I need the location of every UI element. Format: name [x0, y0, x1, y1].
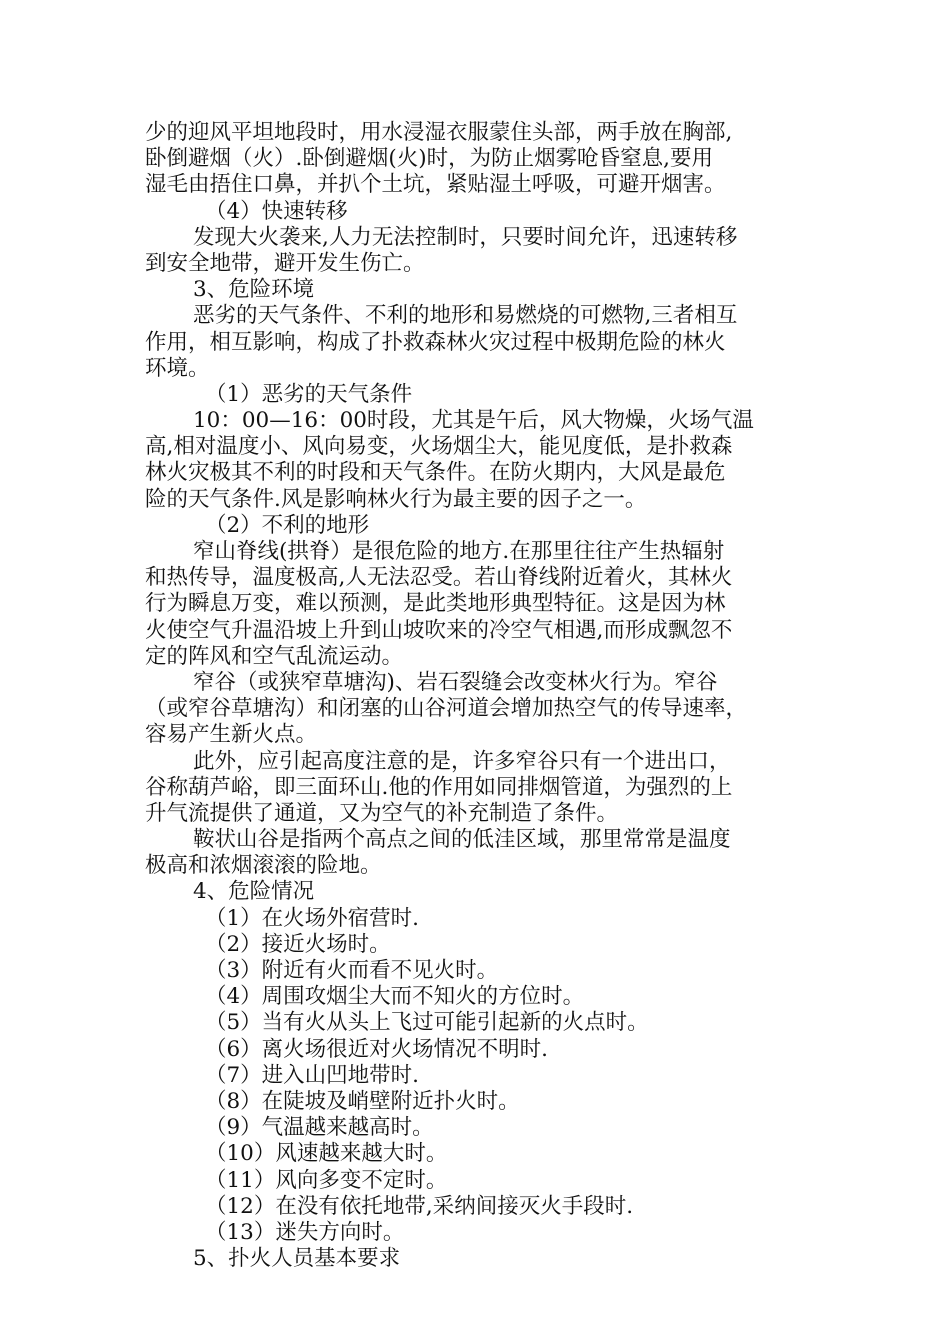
paragraph-line: 恶劣的天气条件、不利的地形和易燃烧的可燃物,三者相互 — [193, 303, 738, 329]
paragraph-line: 高,相对温度小、风向易变，火场烟尘大，能见度低，是扑救森 — [145, 434, 733, 460]
paragraph-line: 此外，应引起高度注意的是，许多窄谷只有一个进出口， — [193, 748, 731, 774]
paragraph-line: 险的天气条件.风是影响林火行为最主要的因子之一。 — [145, 486, 647, 512]
list-item: （13）迷失方向时。 — [205, 1219, 405, 1245]
paragraph-line: 容易产生新火点。 — [145, 722, 318, 748]
list-item: （6）离火场很近对火场情况不明时. — [205, 1036, 549, 1062]
paragraph-line: 鞍状山谷是指两个高点之间的低洼区域，那里常常是温度 — [193, 827, 731, 853]
section-heading: 5、扑火人员基本要求 — [193, 1246, 401, 1272]
paragraph-line: 升气流提供了通道，又为空气的补充制造了条件。 — [145, 800, 619, 826]
list-item: （9）气温越来越高时。 — [205, 1115, 434, 1141]
subheading-line: （4）快速转移 — [205, 198, 348, 224]
paragraph-line: 火使空气升温沿坡上升到山坡吹来的冷空气相遇,而形成飘忽不 — [145, 617, 733, 643]
paragraph-line: 和热传导，温度极高,人无法忍受。若山脊线附近着火，其林火 — [145, 565, 733, 591]
list-item: （1）在火场外宿营时. — [205, 905, 420, 931]
paragraph-line: 作用，相互影响，构成了扑救森林火灾过程中极期危险的林火 — [145, 329, 726, 355]
paragraph-line: 极高和浓烟滚滚的险地。 — [145, 853, 382, 879]
subheading-line: （2）不利的地形 — [205, 512, 370, 538]
list-item: （2）接近火场时。 — [205, 931, 391, 957]
paragraph-line: 发现大火袭来,人力无法控制时，只要时间允许，迅速转移 — [193, 224, 738, 250]
paragraph-line: 窄谷（或狭窄草塘沟)、岩石裂缝会改变林火行为。窄谷 — [193, 669, 718, 695]
section-heading: 4、危险情况 — [193, 879, 315, 905]
paragraph-line: 窄山脊线(拱脊）是很危险的地方.在那里往往产生热辐射 — [193, 539, 725, 564]
list-item: （3）附近有火而看不见火时。 — [205, 958, 499, 983]
list-item: （8）在陡坡及峭壁附近扑火时。 — [205, 1088, 520, 1114]
paragraph-line: 谷称葫芦峪，即三面环山.他的作用如同排烟管道，为强烈的上 — [145, 774, 733, 800]
paragraph-line: 湿毛由捂住口鼻，并扒个土坑，紧贴湿土呼吸，可避开烟害。 — [145, 172, 726, 198]
list-item: （7）进入山凹地带时. — [205, 1062, 420, 1088]
paragraph-line: 卧倒避烟（火）.卧倒避烟(火)时，为防止烟雾呛昏窒息,要用 — [145, 146, 713, 172]
paragraph-line: 行为瞬息万变，难以预测，是此类地形典型特征。这是因为林 — [145, 591, 726, 617]
list-item: （11）风向多变不定时。 — [205, 1167, 448, 1193]
list-item: （10）风速越来越大时。 — [205, 1141, 448, 1167]
paragraph-line: 到安全地带，避开发生伤亡。 — [145, 250, 425, 276]
list-item: （5）当有火从头上飞过可能引起新的火点时。 — [205, 1010, 649, 1036]
subheading-line: （1）恶劣的天气条件 — [205, 381, 413, 407]
paragraph-line: 林火灾极其不利的时段和天气条件。在防火期内，大风是最危 — [145, 460, 726, 486]
paragraph-line: 10：00—16：00时段，尤其是午后，风大物燥，火场气温 — [193, 408, 754, 434]
document-body — [145, 120, 815, 1272]
paragraph-line: 少的迎风平坦地段时，用水浸湿衣服蒙住头部，两手放在胸部, — [145, 120, 733, 145]
section-heading: 3、危险环境 — [193, 277, 315, 303]
paragraph-line: 环境。 — [145, 355, 210, 381]
list-item: （12）在没有依托地带,采纳间接灭火手段时. — [205, 1193, 634, 1219]
paragraph-line: 定的阵风和空气乱流运动。 — [145, 643, 404, 669]
paragraph-line: （或窄谷草塘沟）和闭塞的山谷河道会增加热空气的传导速率， — [145, 696, 748, 722]
list-item: （4）周围攻烟尘大而不知火的方位时。 — [205, 984, 585, 1010]
